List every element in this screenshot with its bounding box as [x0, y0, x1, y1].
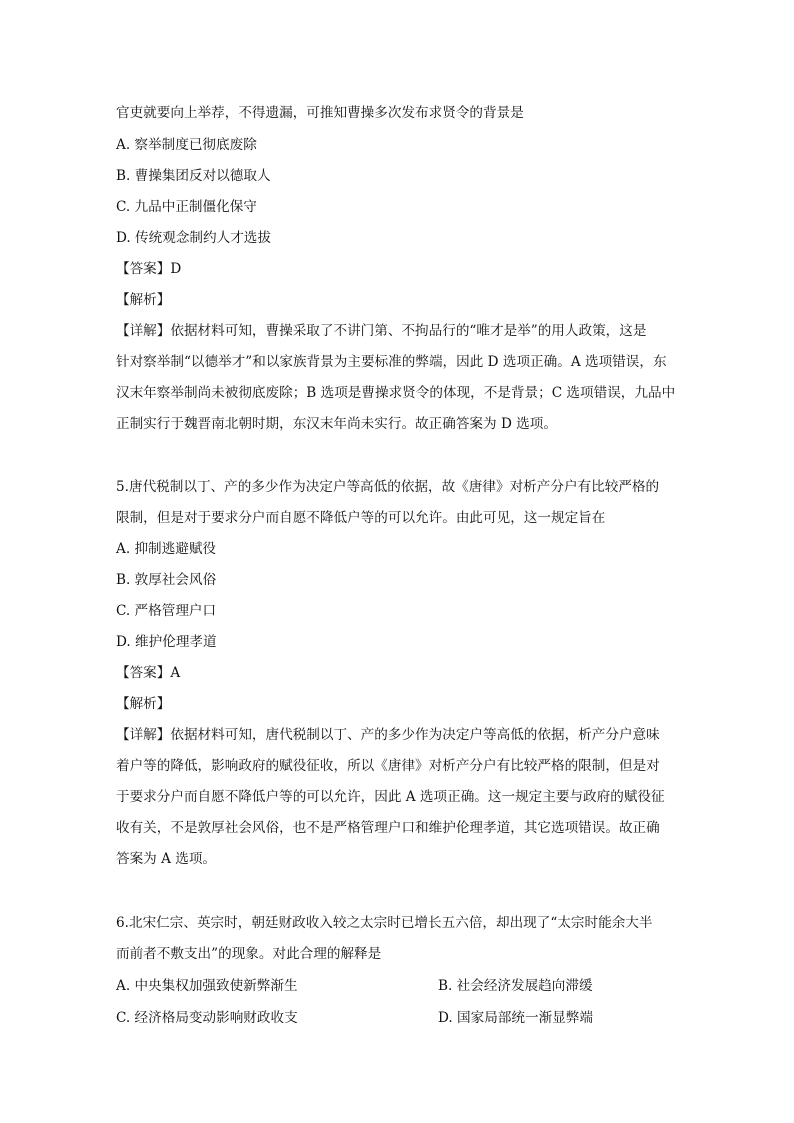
q5-detail-line: 着户等的降低，影响政府的赋役征收，所以《唐律》对析产分户有比较严格的限制，但是对: [116, 758, 660, 774]
q4-analysis-label: 【解析】: [116, 292, 171, 308]
q6-option-d: D. 国家局部统一渐显弊端: [438, 1010, 593, 1026]
q4-stem-tail: 官吏就要向上举荐，不得遗漏，可推知曹操多次发布求贤令的背景是: [116, 105, 524, 121]
q4-option-b: B. 曹操集团反对以德取人: [116, 168, 271, 184]
q6-option-c: C. 经济格局变动影响财政收支: [116, 1010, 298, 1026]
q5-analysis-label: 【解析】: [116, 696, 171, 712]
q5-detail-line: 收有关，不是敦厚社会风俗，也不是严格管理户口和维护伦理孝道，其它选项错误。故正确: [116, 820, 660, 836]
q4-option-a: A. 察举制度已彻底废除: [116, 137, 257, 153]
q5-option-d: D. 维护伦理孝道: [116, 634, 217, 650]
q5-stem-line: 限制，但是对于要求分户而自愿不降低户等的可以允许。由此可见，这一规定旨在: [116, 510, 606, 526]
q6-stem-line: 6.北宋仁宗、英宗时，朝廷财政收入较之太宗时已增长五六倍，却出现了“太宗时能余大半: [116, 915, 653, 931]
q4-detail-line: 【详解】依据材料可知，曹操采取了不讲门第、不拘品行的“唯才是举”的用人政策，这是: [116, 323, 647, 339]
q5-detail-line: 答案为 A 选项。: [116, 851, 217, 867]
q4-detail-line: 汉末年察举制尚未被彻底废除；B 选项是曹操求贤令的体现，不是背景；C 选项错误，九品中: [116, 385, 676, 401]
q4-answer: 【答案】D: [116, 261, 182, 277]
q5-stem-line: 5.唐代税制以丁、产的多少作为决定户等高低的依据，故《唐律》对析产分户有比较严格的: [116, 479, 660, 495]
q5-detail-line: 于要求分户而自愿不降低户等的可以允许，因此 A 选项正确。这一规定主要与政府的赋役征: [116, 789, 665, 805]
q5-option-c: C. 严格管理户口: [116, 603, 217, 619]
q4-detail-line: 正制实行于魏晋南北朝时期，东汉末年尚未实行。故正确答案为 D 选项。: [116, 416, 557, 432]
q4-option-d: D. 传统观念制约人才选拔: [116, 230, 271, 246]
q4-detail-line: 针对察举制“以德举才”和以家族背景为主要标准的弊端，因此 D 选项正确。A 选项错误，东: [116, 354, 667, 370]
q6-stem-line: 而前者不敷支出”的现象。对此合理的解释是: [116, 946, 382, 962]
q6-option-a: A. 中央集权加强致使新弊渐生: [116, 978, 298, 994]
q5-detail-line: 【详解】依据材料可知，唐代税制以丁、产的多少作为决定户等高低的依据，析产分户意味: [116, 727, 660, 743]
q4-option-c: C. 九品中正制僵化保守: [116, 199, 257, 215]
q5-answer: 【答案】A: [116, 665, 181, 681]
q5-option-b: B. 敦厚社会风俗: [116, 572, 217, 588]
q6-option-b: B. 社会经济发展趋向滞缓: [438, 978, 593, 994]
q5-option-a: A. 抑制逃避赋役: [116, 541, 217, 557]
